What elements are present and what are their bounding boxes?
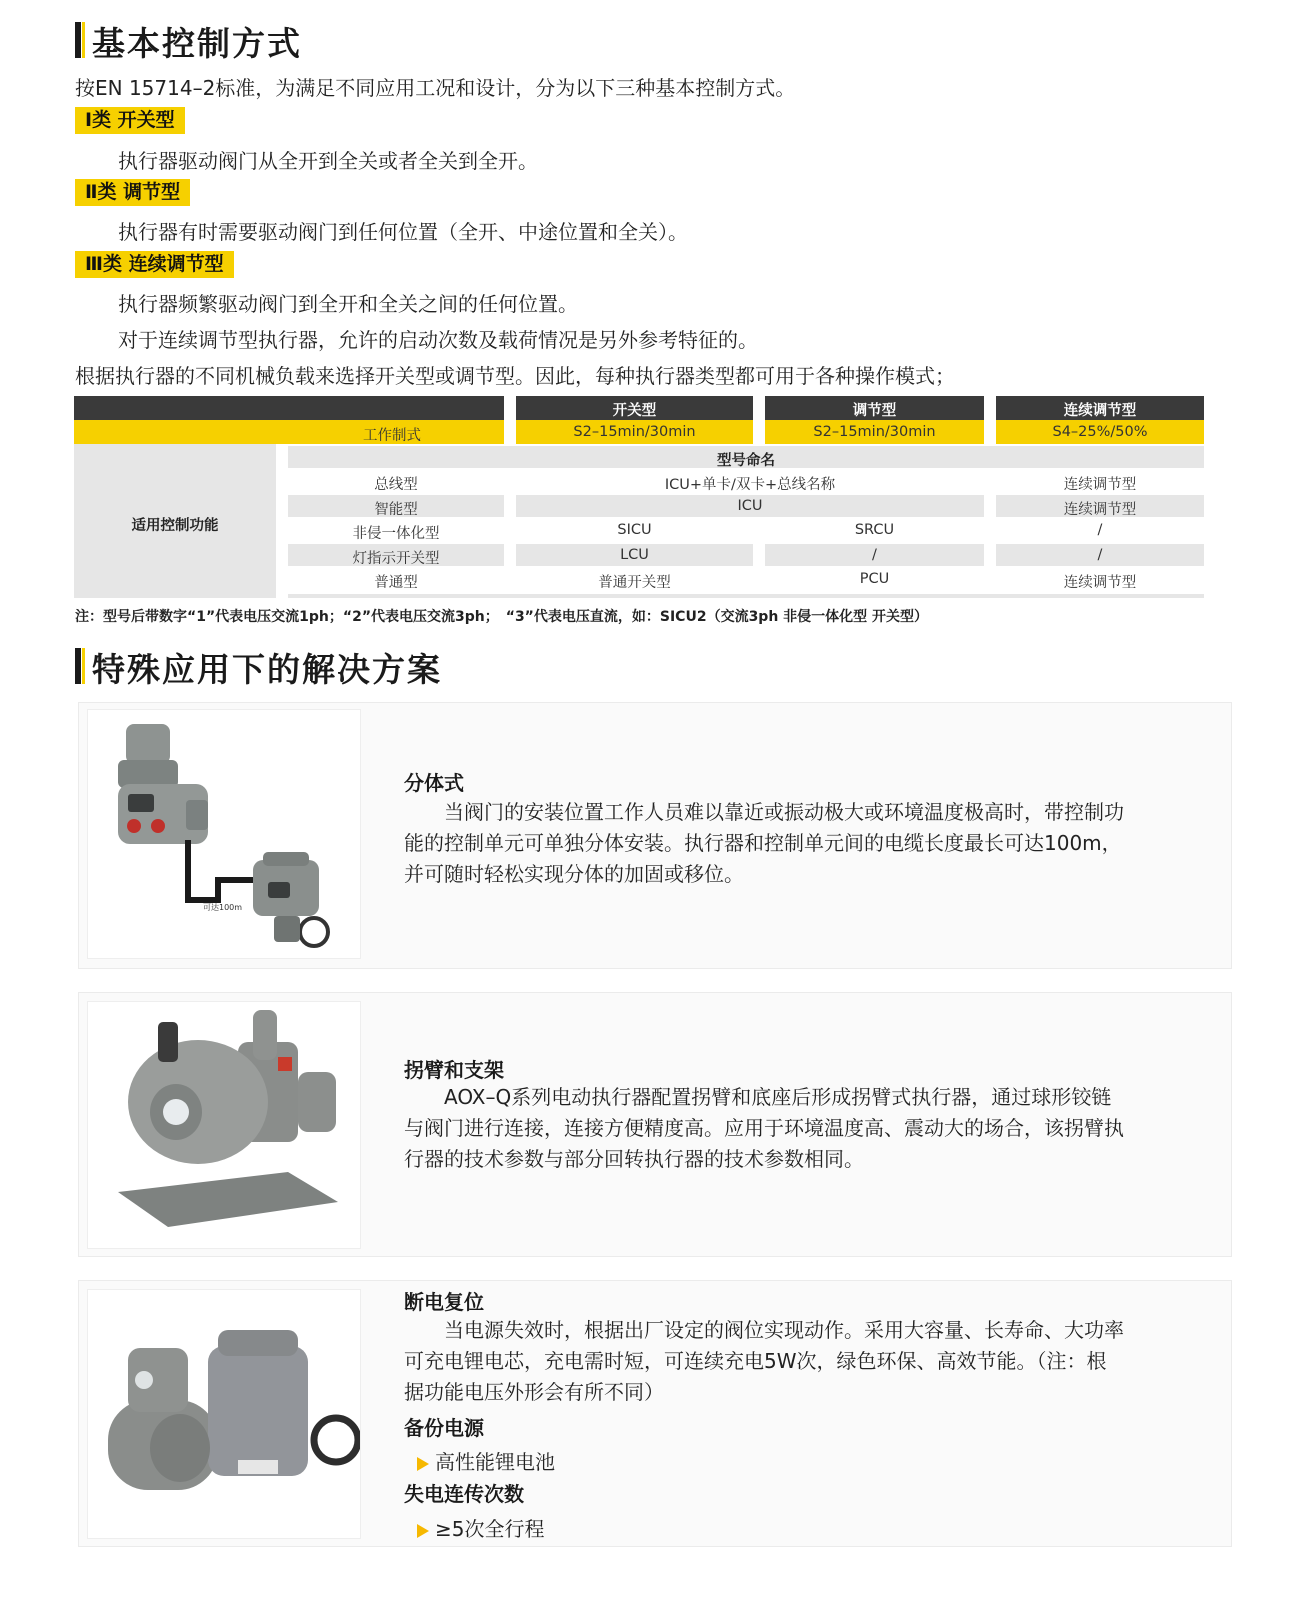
row-standard-name: 普通型 <box>374 575 418 591</box>
backup-power-item-text: 高性能锂电池 <box>435 1450 555 1474</box>
row-standard-c3: 连续调节型 <box>1063 575 1137 591</box>
card-crank-line-2: 与阀门进行连接，连接方便精度高。应用于环境温度高、震动大的场合，该拐臂执 <box>404 1116 1124 1140</box>
power-loss-count-item-text: ≥5次全行程 <box>435 1517 545 1541</box>
row-nonintrusive-c2: SRCU <box>854 522 895 538</box>
row-lamp-c2: / <box>872 547 877 563</box>
model-naming-label: 型号命名 <box>717 453 775 469</box>
heading-bar-2-accent <box>82 648 85 684</box>
table-header-continuous: 连续调节型 <box>1063 403 1137 419</box>
card-split-title: 分体式 <box>404 771 464 795</box>
card-split-line-3: 并可随时轻松实现分体的加固或移位。 <box>404 862 744 886</box>
card-crank-line-3: 行器的技术参数与部分回转执行器的技术参数相同。 <box>404 1147 864 1171</box>
row-lamp-c1: LCU <box>620 547 649 563</box>
row-standard-c1: 普通开关型 <box>598 575 671 591</box>
row-nonintrusive-c1: SICU <box>617 522 652 538</box>
row-lamp-c3: / <box>1097 547 1103 563</box>
split-type-photo <box>87 709 361 959</box>
table-header-modulating: 调节型 <box>852 403 897 419</box>
table-bottom-rule <box>288 594 1204 598</box>
row-lamp-name: 灯指示开关型 <box>352 551 440 567</box>
duty-switch: S2–15min/30min <box>573 424 696 440</box>
card-split-line-1: 当阀门的安装位置工作人员难以靠近或振动极大或环境温度极高时，带控制功 <box>404 800 1124 824</box>
card-fail-safe <box>78 1280 1232 1547</box>
photo-caption: 可达100m <box>203 903 243 912</box>
card-failsafe-line-2: 可充电锂电芯，充电需时短，可连续充电5W次，绿色环保、高效节能。（注：根 <box>404 1349 1107 1373</box>
card-crank-title: 拐臂和支架 <box>404 1058 504 1082</box>
fail-safe-illustration <box>88 1290 360 1538</box>
heading-bar <box>75 22 81 58</box>
type-1-desc: 执行器驱动阀门从全开到全关或者全关到全开。 <box>118 149 538 173</box>
type-3-tag: Ⅲ类 连续调节型 <box>75 251 234 278</box>
row-standard-c2: PCU <box>859 571 890 587</box>
type-2-desc: 执行器有时需要驱动阀门到任何位置（全开、中途位置和全关）。 <box>118 220 688 244</box>
card-split-type <box>78 702 1232 969</box>
power-loss-count-title: 失电连传次数 <box>404 1482 524 1506</box>
row-nonintrusive-c3: / <box>1097 522 1103 538</box>
card-split-line-2: 能的控制单元可单独分体安装。执行器和控制单元间的电缆长度最长可达100m， <box>404 831 1122 855</box>
heading-bar-accent <box>82 22 85 58</box>
type-3-desc-2: 对于连续调节型执行器，允许的启动次数及载荷情况是另外参考特征的。 <box>118 328 758 352</box>
card-failsafe-title: 断电复位 <box>404 1290 484 1314</box>
card-failsafe-line-3: 据功能电压外形会有所不同） <box>404 1380 664 1404</box>
power-loss-count-item <box>417 1513 544 1542</box>
row-bus-c3: 连续调节型 <box>1063 477 1137 493</box>
type-3-desc-1: 执行器频繁驱动阀门到全开和全关之间的任何位置。 <box>118 292 578 316</box>
fail-safe-photo <box>87 1289 361 1539</box>
type-2-tag: Ⅱ类 调节型 <box>75 179 190 206</box>
split-actuator-illustration <box>88 710 360 958</box>
row-smart-merged: ICU <box>737 498 763 514</box>
section-title-special: 特殊应用下的解决方案 <box>92 650 442 689</box>
card-crank-arm <box>78 992 1232 1257</box>
table-header-blank <box>74 396 504 420</box>
arrow-bullet-icon <box>417 1524 429 1538</box>
crank-arm-illustration <box>88 1002 360 1248</box>
row-bus-merged: ICU+单卡/双卡+总线名称 <box>664 477 836 493</box>
duty-label: 工作制式 <box>363 428 421 444</box>
row-nonintrusive-name: 非侵一体化型 <box>352 526 440 542</box>
row-smart-name: 智能型 <box>374 502 418 518</box>
table-note: 注：型号后带数字“1”代表电压交流1ph；“2”代表电压交流3ph； “3”代表电压直流，如：SICU2（交流3ph 非侵一体化型 开关型） <box>75 609 929 625</box>
summary-text: 根据执行器的不同机械负载来选择开关型或调节型。因此，每种执行器类型都可用于各种操作模式； <box>75 364 955 388</box>
backup-power-title: 备份电源 <box>404 1416 484 1440</box>
section-title-basic-control: 基本控制方式 <box>92 24 302 63</box>
row-smart-c3: 连续调节型 <box>1063 502 1137 518</box>
row-bus-name: 总线型 <box>374 477 418 493</box>
crank-arm-photo <box>87 1001 361 1249</box>
backup-power-item <box>417 1446 555 1475</box>
duty-continuous: S4–25%/50% <box>1052 424 1148 440</box>
duty-modulating: S2–15min/30min <box>813 424 936 440</box>
card-failsafe-line-1: 当电源失效时，根据出厂设定的阀位实现动作。采用大容量、长寿命、大功率 <box>404 1318 1124 1342</box>
intro-text: 按EN 15714–2标准，为满足不同应用工况和设计，分为以下三种基本控制方式。 <box>75 76 796 100</box>
heading-bar-2 <box>75 648 81 684</box>
arrow-bullet-icon <box>417 1457 429 1471</box>
card-crank-line-1: AOX–Q系列电动执行器配置拐臂和底座后形成拐臂式执行器，通过球形铰链 <box>404 1085 1112 1109</box>
type-1-tag: Ⅰ类 开关型 <box>75 107 185 134</box>
table-header-switch: 开关型 <box>612 403 657 419</box>
row-group-label: 适用控制功能 <box>131 518 219 534</box>
